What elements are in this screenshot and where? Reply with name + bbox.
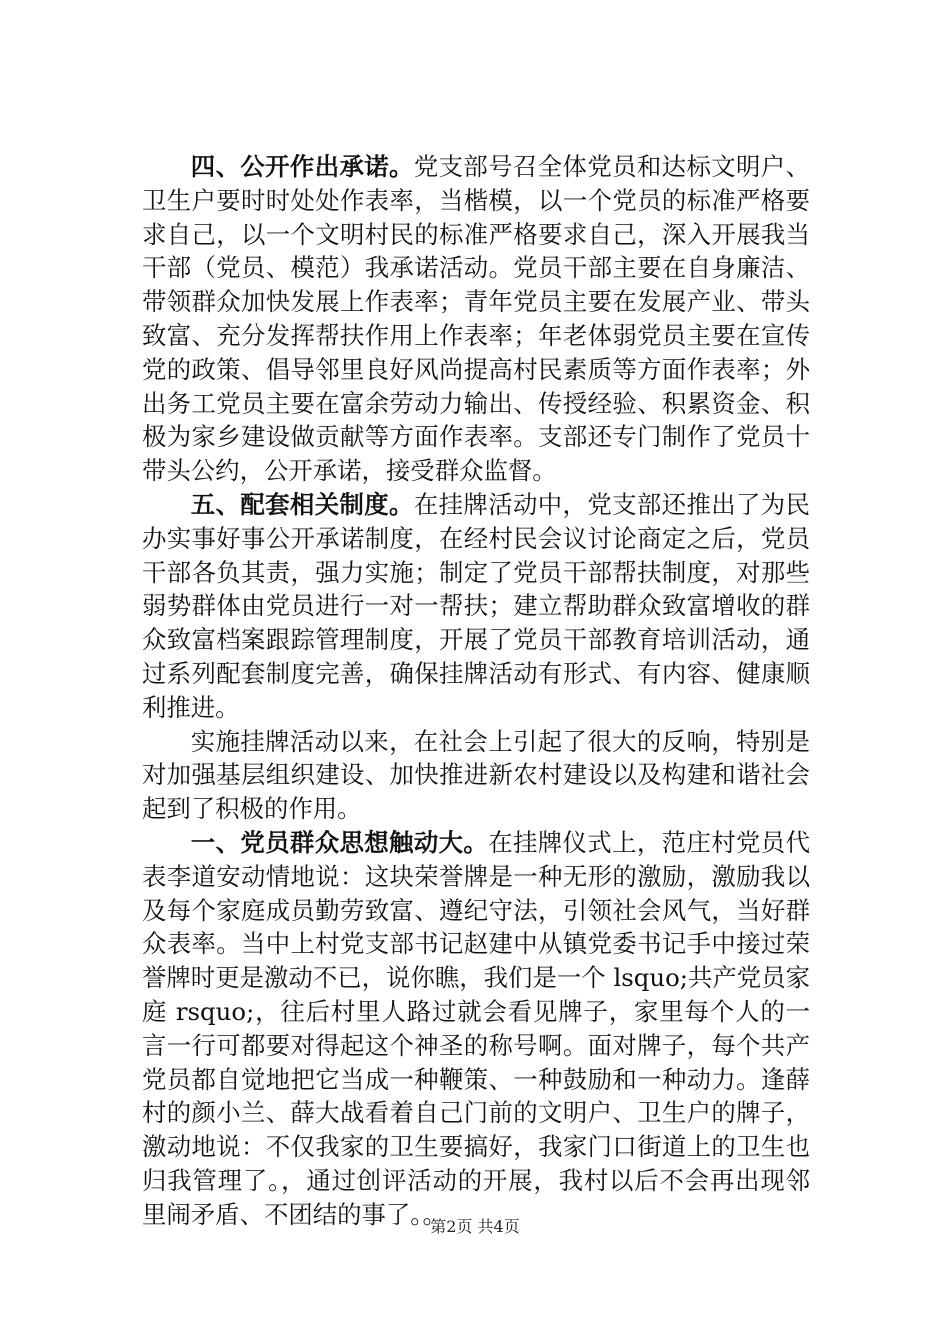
paragraph-systems xyxy=(142,488,810,725)
paragraph-commitment xyxy=(142,150,810,488)
paragraph-impact-intro xyxy=(142,725,810,826)
document-body xyxy=(142,150,810,1232)
paragraph-text: 在挂牌活动中，党支部还推出了为民办实事好事公开承诺制度，在经村民会议讨论商定之后，党员干部各负其责，强力实施；制定了党员干部帮扶制度，对那些弱势群体由党员进行一对一帮扶；建立帮助群众致富增收的群众致富档案跟踪管理制度，开展了党员干部教育培训活动，通过系列配套制度完善，确保挂牌活动有形式、有内容、健康顺利推进。 xyxy=(142,489,810,722)
paragraph-text: 实施挂牌活动以来，在社会上引起了很大的反响，特别是对加强基层组织建设、加快推进新农村建设以及构建和谐社会起到了积极的作用。 xyxy=(142,726,810,824)
paragraph-text: 党支部号召全体党员和达标文明户、卫生户要时时处处作表率，当楷模，以一个党员的标准严格要求自己，以一个文明村民的标准严格要求自己，深入开展我当干部（党员、模范）我承诺活动。党员干部主要在自身廉洁、带领群众加快发展上作表率；青年党员主要在发展产业、带头致富、充分发挥帮扶作用上作表率；年老体弱党员主要在宣传党的政策、倡导邻里良好风尚提高村民素质等方面作表率；外出务工党员主要在富余劳动力输出、传授经验、积累资金、积极为家乡建设做贡献等方面作表率。支部还专门制作了党员十带头公约，公开承诺，接受群众监督。 xyxy=(142,152,810,486)
paragraph-text: 在挂牌仪式上，范庄村党员代表李道安动情地说：这块荣誉牌是一种无形的激励，激励我以及每个家庭成员勤劳致富、遵纪守法，引领社会风气，当好群众表率。当中上村党支部书记赵建中从镇党委书记手中接过荣誉牌时更是激动不已，说你瞧，我们是一个 lsquo;共产党员家庭 rsquo;，往后村里人路过就会看见牌子，家里每个人的一言一行可都要对得起这个神圣的称号啊。面对牌子，每个共产党员都自觉地把它当成一种鞭策、一种鼓励和一种动力。逢薛村的颜小兰、薛大战看着自己门前的文明户、卫生户的牌子，激动地说：不仅我家的卫生要搞好，我家门口街道上的卫生也归我管理了。，通过创评活动的开展，我村以后不会再出现邻里闹矛盾、不团结的事了。。 xyxy=(142,827,810,1229)
paragraph-heading: 四、公开作出承诺。 xyxy=(190,152,414,181)
paragraph-ideological-impact xyxy=(142,826,810,1232)
paragraph-heading: 五、配套相关制度。 xyxy=(190,489,414,519)
page-number-footer: 第2页 共4页 xyxy=(430,1217,520,1236)
paragraph-heading: 一、党员群众思想触动大。 xyxy=(190,827,489,857)
